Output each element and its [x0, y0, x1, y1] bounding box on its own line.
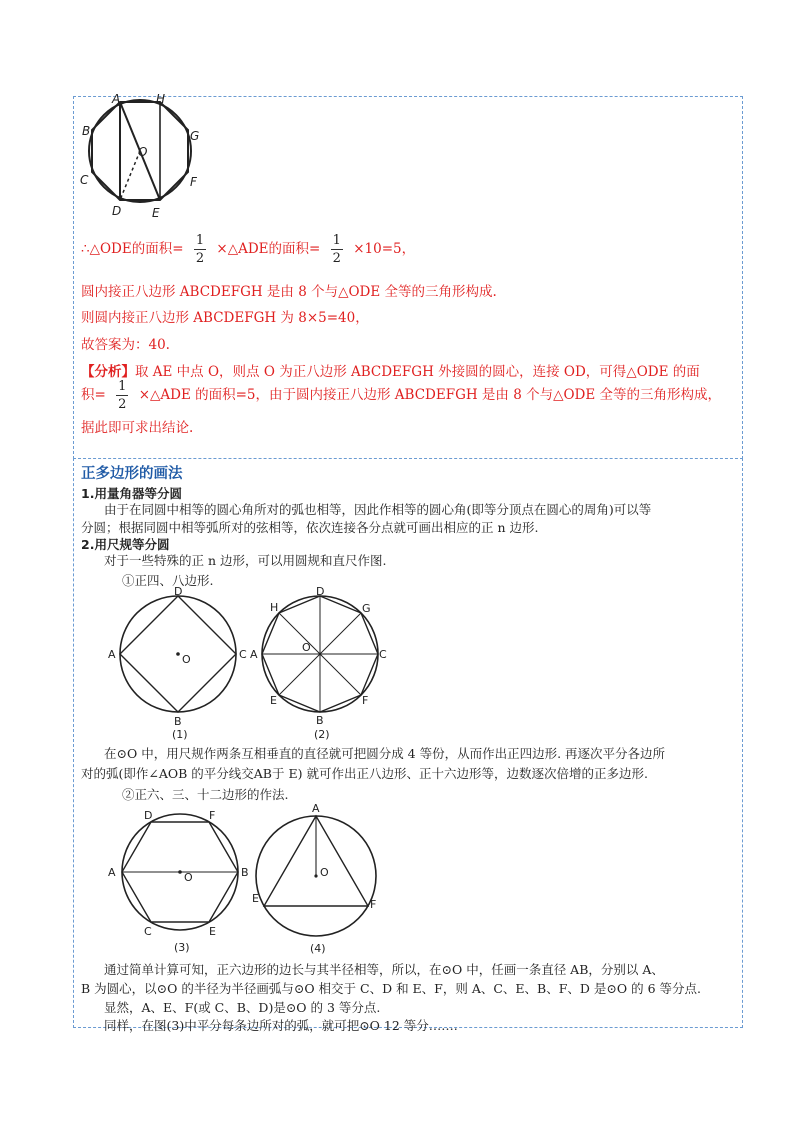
svg-text:O: O [182, 653, 191, 666]
paragraph-1b: 分圆；根据同圆中相等弧所对的弦相等，依次连接各分点就可画出相应的正 n 边形. [81, 520, 539, 535]
paragraph-6a: 通过简单计算可知，正六边形的边长与其半径相等，所以，在⊙O 中，任画一条直径 AB，分别以 A、 [104, 962, 664, 977]
svg-text:A: A [108, 866, 116, 879]
solution-line3: 则圆内接正八边形 ABCDEFGH 为 8×5=40， [81, 310, 369, 326]
label-O: O [138, 145, 148, 159]
label-E: E [152, 206, 160, 220]
paragraph-3: ①正四、八边形. [122, 573, 214, 588]
solution-line1: ∴△ODE的面积= $\frac{1}{2}$ ×△ADE的面积= $\frac{1}{2}$ ×10=5， [81, 233, 416, 266]
paragraph-4a: 在⊙O 中，用尺规作两条互相垂直的直径就可把圆分成 4 等份，从而作出正四边形. 再逐次平分各边所 [104, 746, 666, 761]
svg-text:D: D [144, 809, 153, 822]
svg-text:O: O [184, 871, 193, 884]
fraction-half: $\frac{1}{2}$ [118, 379, 127, 412]
svg-text:E: E [252, 892, 259, 905]
paragraph-2: 对于一些特殊的正 n 边形，可以用圆规和直尺作图. [104, 553, 387, 568]
subheading-protractor: 1.用量角器等分圆 [81, 486, 182, 501]
fig1-caption: (1) [172, 728, 188, 740]
svg-text:B: B [316, 714, 324, 727]
svg-text:F: F [370, 898, 377, 911]
fig3-caption: (3) [174, 941, 190, 954]
paragraph-6b: B 为圆心，以⊙O 的半径为半径画弧与⊙O 相交于 C、D 和 E、F，则 A、C、E、B、F、D 是⊙O 的 6 等分点. [81, 981, 701, 996]
paragraph-5: ②正六、三、十二边形的作法. [122, 787, 289, 802]
triangle-figure [246, 796, 386, 956]
svg-text:E: E [270, 694, 277, 707]
label-B: B [82, 124, 91, 138]
fig2-caption: (2) [314, 728, 330, 740]
label-D: D [112, 204, 122, 218]
svg-text:B: B [241, 866, 249, 879]
svg-text:B: B [174, 715, 182, 728]
svg-text:C: C [379, 648, 387, 661]
svg-text:H: H [270, 601, 279, 614]
octagon-construction-figure [244, 585, 394, 740]
svg-text:D: D [316, 585, 325, 598]
analysis-line3: 据此即可求出结论. [81, 420, 194, 436]
fraction-half: $\frac{1}{2}$ [195, 233, 205, 266]
svg-text:A: A [312, 802, 320, 815]
svg-text:C: C [144, 925, 152, 938]
solution-line4: 故答案为：40. [81, 337, 170, 353]
svg-text:E: E [209, 925, 216, 938]
octagon-figure [78, 92, 218, 222]
hexagon-figure [104, 805, 254, 955]
svg-text:D: D [174, 585, 183, 598]
label-C: C [80, 173, 89, 187]
svg-text:O: O [320, 866, 329, 879]
svg-text:F: F [209, 809, 216, 822]
svg-text:F: F [362, 694, 369, 707]
paragraph-1a: 由于在同圆中相等的圆心角所对的弧也相等，因此作相等的圆心角(即等分顶点在圆心的周角)可以等 [104, 502, 652, 517]
square-figure [108, 585, 258, 740]
solution-line2: 圆内接正八边形 ABCDEFGH 是由 8 个与△ODE 全等的三角形构成. [81, 284, 497, 300]
paragraph-4b: 对的弧(即作∠AOB 的平分线交AB于 E) 就可作出正八边形、正十六边形等，边数逐次倍增的正多边形. [81, 766, 648, 781]
fig4-caption: (4) [310, 942, 326, 955]
label-H: H [156, 92, 166, 106]
analysis-line1: 【分析】取 AE 中点 O，则点 O 为正八边形 ABCDEFGH 外接圆的圆心，连接 OD，可得△ODE 的面 [81, 364, 700, 380]
fraction-half: $\frac{1}{2}$ [332, 233, 341, 266]
paragraph-8: 同样，在图(3)中平分每条边所对的弧，就可把⊙O 12 等分……. [104, 1018, 458, 1033]
svg-text:C: C [239, 648, 247, 661]
label-A: A [112, 92, 121, 106]
analysis-line2: 积= $\frac{1}{2}$ ×△ADE 的面积=5，由于圆内接正八边形 ABCDEFGH 是由 8 个与△ODE 全等的三角形构成， [81, 379, 722, 412]
paragraph-7: 显然，A、E、F(或 C、B、D)是⊙O 的 3 等分点. [104, 1000, 381, 1015]
svg-text:A: A [250, 648, 258, 661]
svg-text:A: A [108, 648, 116, 661]
section-title: 正多边形的画法 [81, 466, 183, 482]
svg-text:O: O [302, 641, 311, 654]
label-F: F [190, 175, 197, 189]
subheading-compass: 2.用尺规等分圆 [81, 537, 170, 552]
svg-text:G: G [362, 602, 371, 615]
label-G: G [190, 129, 200, 143]
